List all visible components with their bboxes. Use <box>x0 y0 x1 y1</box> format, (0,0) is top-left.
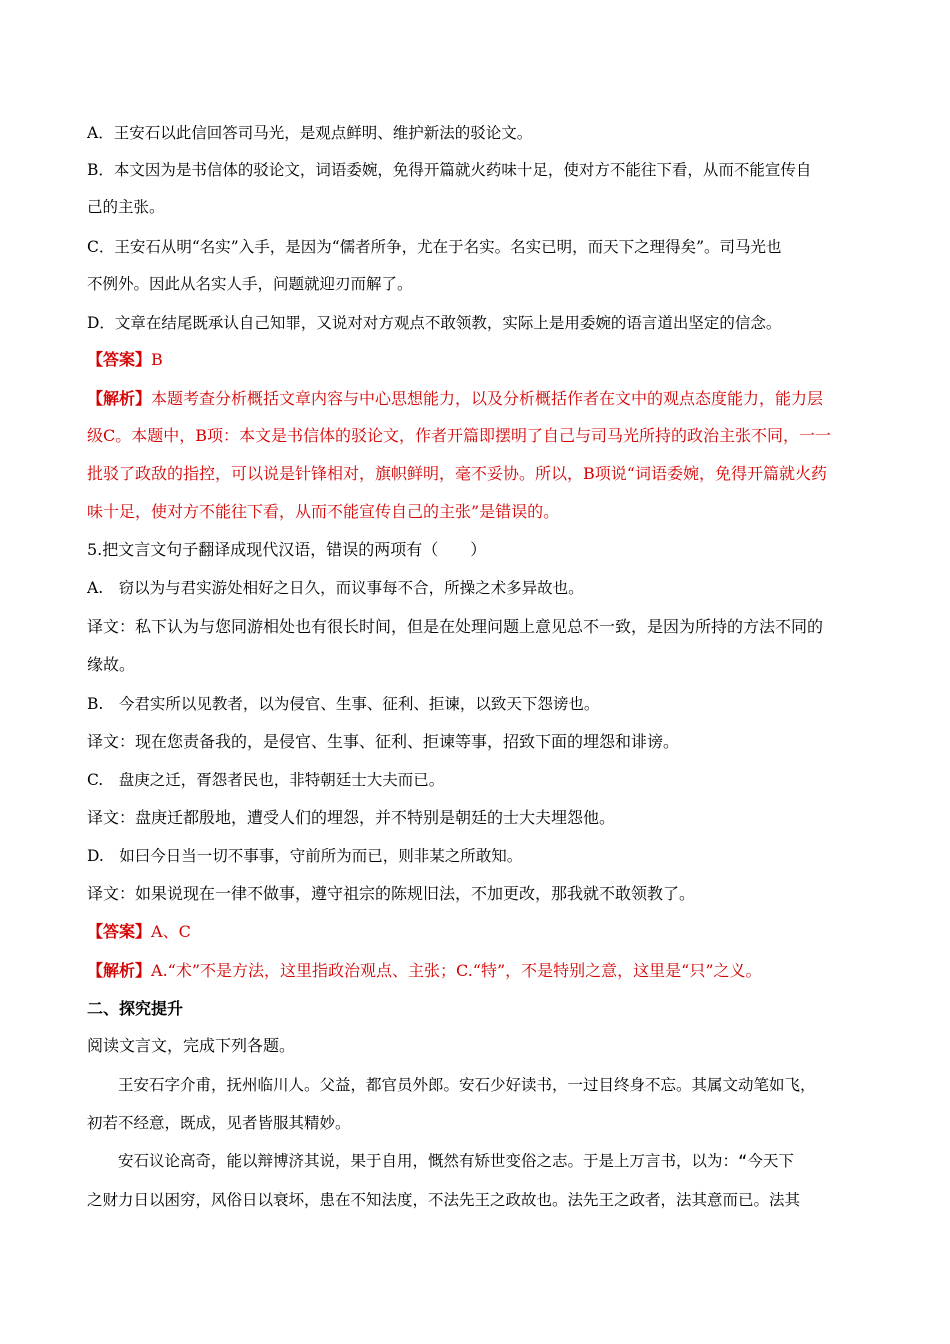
analysis-label: 【解析】 <box>87 961 152 980</box>
q5-option-c-translation: 译文：盘庚迁都殷地，遭受人们的埋怨，并不特别是朝廷的士大夫埋怨他。 <box>87 808 616 827</box>
analysis-text: A.“术”不是方法，这里指政治观点、主张；C.“特”，不是特别之意，这里是“只”之义。 <box>151 961 762 980</box>
passage-p2-line-1: 安石议论高奇，能以辩博济其说，果于自用，慨然有矫世变俗之志。于是上万言书，以为：“今天下 <box>118 1152 794 1170</box>
q5-option-d: D. 如曰今日当一切不事事，守前所为而已，则非某之所敢知。 <box>87 847 523 865</box>
analysis-text: 本题考查分析概括文章内容与中心思想能力，以及分析概括作者在文中的观点态度能力，能力层 <box>151 389 824 408</box>
q5-option-b: B. 今君实所以见教者，以为侵官、生事、征利、拒谏，以致天下怨谤也。 <box>87 695 600 713</box>
answer-label: 【答案】 <box>87 350 152 369</box>
passage-p2-line-2: 之财力日以困穷，风俗日以衰坏，患在不知法度，不法先王之政故也。法先王之政者，法其意而已。法其 <box>87 1191 801 1209</box>
q5-option-b-translation: 译文：现在您责备我的，是侵官、生事、征利、拒谏等事，招致下面的埋怨和诽谤。 <box>87 732 680 751</box>
analysis-4-line-2: 级C。本题中，B项：本文是书信体的驳论文，作者开篇即摆明了自己与司马光所持的政治主张不同，一一 <box>87 426 832 445</box>
analysis-4-line-1 <box>87 389 867 409</box>
option-b-line-2: 己的主张。 <box>87 198 165 216</box>
q5-option-a-translation-2: 缘故。 <box>87 655 136 674</box>
answer-label: 【答案】 <box>87 922 152 941</box>
analysis-4-line-3: 批驳了政敌的指控，可以说是针锋相对，旗帜鲜明，毫不妥协。所以，B项说“词语委婉，免得开篇就火药 <box>87 464 827 483</box>
q5-option-d-translation: 译文：如果说现在一律不做事，遵守祖宗的陈规旧法，不加更改，那我就不敢领教了。 <box>87 884 696 903</box>
reading-instruction: 阅读文言文，完成下列各题。 <box>87 1036 296 1055</box>
analysis-label: 【解析】 <box>87 389 152 408</box>
analysis-5 <box>87 961 867 981</box>
analysis-4-line-4: 味十足，使对方不能往下看，从而不能宣传自己的主张”是错误的。 <box>87 502 560 521</box>
answer-value: B <box>151 350 163 369</box>
option-c-line-1: C．王安石从明“名实”入手，是因为“儒者所争，尤在于名实。名实已明，而天下之理得矣”。司马光也 <box>87 238 782 256</box>
q5-option-c: C. 盘庚之迁，胥怨者民也，非特朝廷士大夫而已。 <box>87 771 445 789</box>
question-5-stem: 5.把文言文句子翻译成现代汉语，错误的两项有（ ） <box>87 540 487 559</box>
option-a: A．王安石以此信回答司马光，是观点鲜明、维护新法的驳论文。 <box>87 124 533 142</box>
section-heading: 二、探究提升 <box>87 999 184 1018</box>
answer-4 <box>87 350 867 370</box>
option-b-line-1: B．本文因为是书信体的驳论文，词语委婉，免得开篇就火药味十足，使对方不能往下看，从而不能宣传自 <box>87 161 812 179</box>
passage-p1-line-2: 初若不经意，既成，见者皆服其精妙。 <box>87 1114 351 1132</box>
answer-value: A、C <box>151 922 191 941</box>
answer-5 <box>87 922 867 942</box>
passage-p1-line-1: 王安石字介甫，抚州临川人。父益，都官员外郎。安石少好读书，一过目终身不忘。其属文动笔如飞， <box>118 1076 816 1094</box>
q5-option-a: A. 窃以为与君实游处相好之日久，而议事每不合，所操之术多异故也。 <box>87 579 584 597</box>
option-d: D．文章在结尾既承认自己知罪，又说对对方观点不敢领教，实际上是用委婉的语言道出坚定的信念。 <box>87 314 782 332</box>
q5-option-a-translation-1: 译文：私下认为与您同游相处也有很长时间，但是在处理问题上意见总不一致，是因为所持的方法不同的 <box>87 617 824 636</box>
option-c-line-2: 不例外。因此从名实人手，问题就迎刃而解了。 <box>87 275 413 293</box>
